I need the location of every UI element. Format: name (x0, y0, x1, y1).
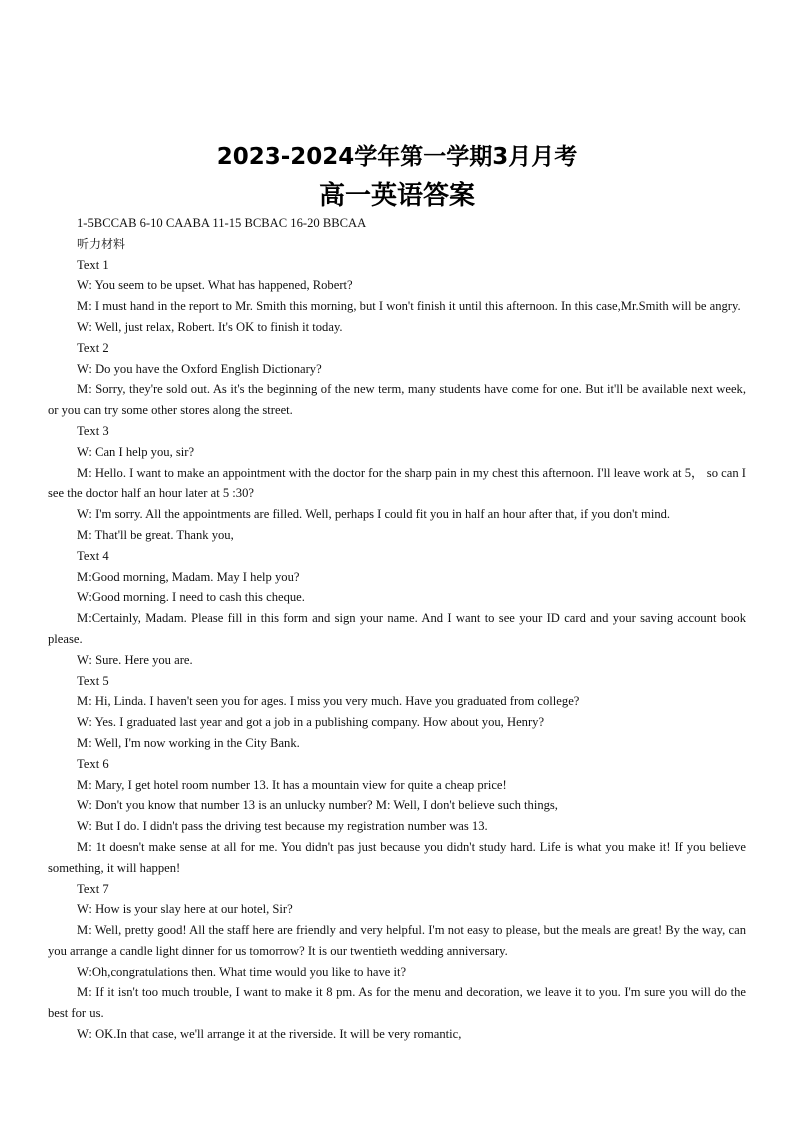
page-title: 2023-2024学年第一学期3月月考 (216, 144, 578, 170)
dialogue-line: W: But I do. I didn't pass the driving test because my registration number was 13. (77, 819, 488, 834)
dialogue-line: W: OK.In that case, we'll arrange it at the riverside. It will be very romantic, (77, 1027, 462, 1042)
dialogue-line: W: I'm sorry. All the appointments are filled. Well, perhaps I could fit you in half an hour after that, if you don't mind. (77, 507, 671, 522)
document-body (48, 213, 746, 1045)
dialogue-line: M: Hello. I want to make an appointment with the doctor for the sharp pain in my chest this afternoon. I'll leave work at 5， so can I see the doctor half an hour later at 5 :30? (48, 465, 746, 501)
dialogue-line: W: Yes. I graduated last year and got a job in a publishing company. How about you, Henry? (77, 715, 545, 730)
text-heading: Text 4 (77, 548, 109, 563)
dialogue-line: W:Good morning. I need to cash this cheque. (77, 590, 305, 605)
dialogue-line: W: How is your slay here at our hotel, Sir? (77, 902, 293, 917)
text-heading: Text 7 (77, 881, 109, 896)
dialogue-line: W: Sure. Here you are. (77, 652, 193, 667)
dialogue-line: W: Don't you know that number 13 is an unlucky number? M: Well, I don't believe such things, (77, 798, 558, 813)
section-heading: 听力材料 (77, 236, 126, 251)
text-heading: Text 2 (77, 340, 109, 355)
dialogue-line: M: Hi, Linda. I haven't seen you for ages. I miss you very much. Have you graduated from college? (77, 694, 580, 709)
dialogue-line: W: Do you have the Oxford English Dictionary? (77, 361, 322, 376)
dialogue-line: M: That'll be great. Thank you, (77, 527, 234, 542)
dialogue-line: M: If it isn't too much trouble, I want to make it 8 pm. As for the menu and decoration, we leave it to you. I'm sure you will do the best for us. (48, 985, 746, 1021)
dialogue-line: W: Well, just relax, Robert. It's OK to finish it today. (77, 319, 343, 334)
text-heading: Text 1 (77, 257, 109, 272)
page-subtitle: 高一英语答案 (318, 181, 475, 211)
dialogue-line: M: Mary, I get hotel room number 13. It has a mountain view for quite a cheap price! (77, 777, 507, 792)
dialogue-line: M: Well, I'm now working in the City Bank. (77, 735, 300, 750)
dialogue-line: M: Well, pretty good! All the staff here are friendly and very helpful. I'm not easy to please, but the meals are great! By the way, can you arrange a candle light dinner for us tomorrow? It is our twentieth wedding anniversary. (48, 923, 746, 958)
text-heading: Text 6 (77, 756, 109, 771)
text-heading: Text 3 (77, 423, 109, 438)
dialogue-line: W:Oh,congratulations then. What time would you like to have it? (77, 964, 407, 979)
dialogue-line: M:Certainly, Madam. Please fill in this form and sign your name. And I want to see your ID card and your saving account book please. (48, 611, 746, 646)
dialogue-line: M: 1t doesn't make sense at all for me. You didn't pas just because you didn't study hard. Life is what you make it! If you believe something, it will happen! (48, 839, 746, 875)
dialogue-line: M: I must hand in the report to Mr. Smith this morning, but I won't finish it until this afternoon. In this case,Mr.Smith will be angry. (77, 299, 741, 314)
text-heading: Text 5 (77, 673, 109, 688)
dialogue-line: M: Sorry, they're sold out. As it's the beginning of the new term, many students have come for one. But it'll be available next week, or you can try some other stores along the street. (48, 382, 746, 418)
answer-key: 1-5BCCAB 6-10 CAABA 11-15 BCBAC 16-20 BBCAA (77, 216, 367, 230)
dialogue-line: W: Can I help you, sir? (77, 444, 195, 459)
dialogue-line: W: You seem to be upset. What has happened, Robert? (77, 278, 353, 293)
dialogue-line: M:Good morning, Madam. May I help you? (77, 569, 300, 584)
